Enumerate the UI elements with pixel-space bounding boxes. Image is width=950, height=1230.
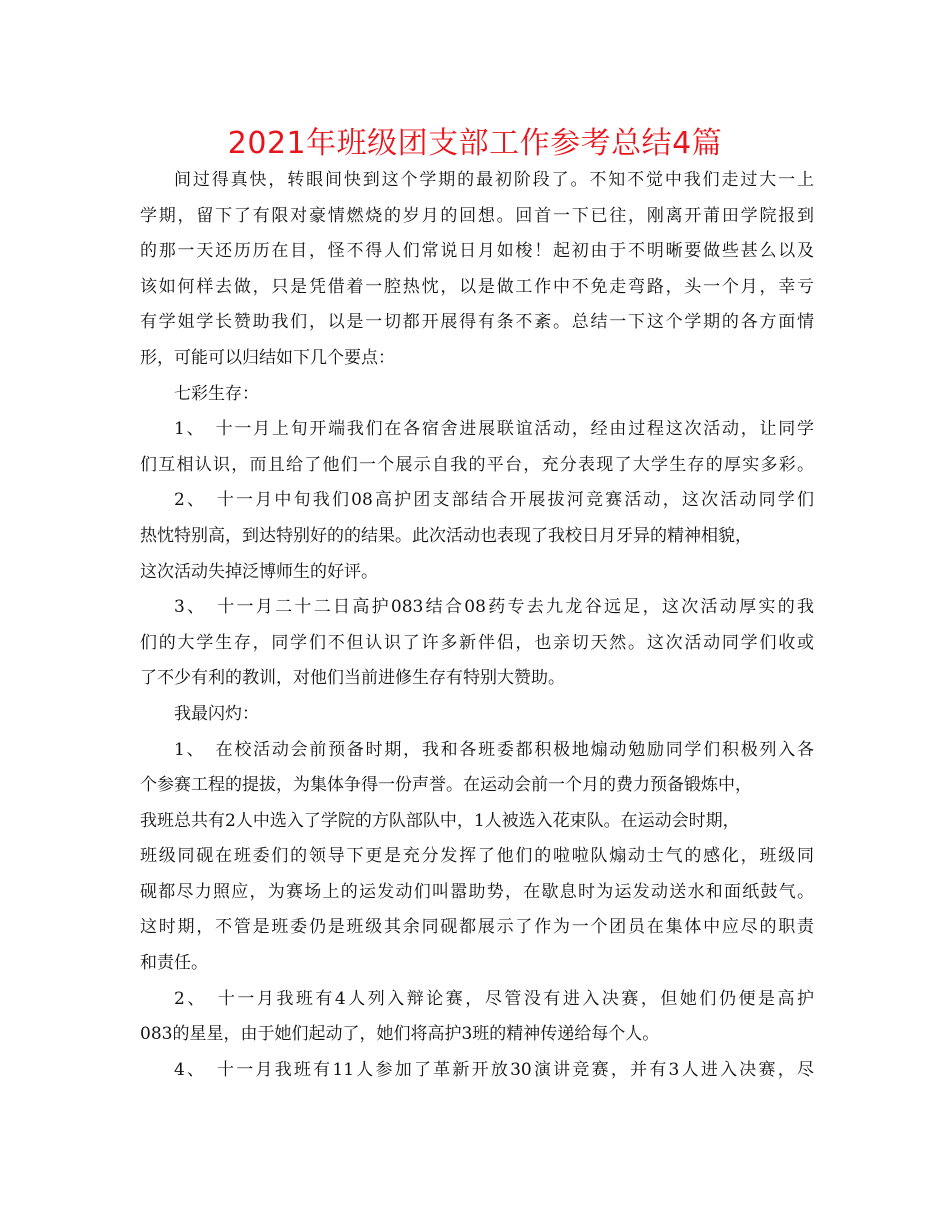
text-line: 形，可能可以归结如下几个要点： <box>140 347 395 368</box>
text-line: 这时期，不管是班委仍是班级其余同砚都展示了作为一个团员在集体中应尽的职责 <box>140 917 814 938</box>
text-line: 和责任。 <box>140 953 208 974</box>
text-line: 个参赛工程的提拔，为集体争得一份声誉。在运动会前一个月的费力预备锻炼中， <box>140 775 752 796</box>
text-line: 砚都尽力照应，为赛场上的运发动们叫嚣助势，在歇息时为运发动送水和面纸鼓气。 <box>140 881 814 902</box>
text-line: 该如何样去做，只是凭借着一腔热忱，以是做工作中不免走弯路，头一个月，幸亏 <box>140 276 814 297</box>
document-body <box>140 163 814 1088</box>
text-line: 们的大学生存，同学们不但认识了许多新伴侣，也亲切天然。这次活动同学们收或 <box>140 632 814 653</box>
text-line: 我最闪灼： <box>174 703 259 724</box>
text-line: 的那一天还历历在目，怪不得人们常说日月如梭！起初由于不明晰要做些甚么以及 <box>140 241 814 262</box>
text-line: 1、 在校活动会前预备时期，我和各班委都积极地煽动勉励同学们积极列入各 <box>174 739 814 760</box>
text-line: 1、 十一月上旬开端我们在各宿舍进展联谊活动，经由过程这次活动，让同学 <box>174 419 814 440</box>
document-title: 2021年班级团支部工作参考总结4篇 <box>227 126 723 161</box>
text-line: 间过得真快，转眼间快到这个学期的最初阶段了。不知不觉中我们走过大一上 <box>174 170 814 190</box>
text-line: 热忱特别高，到达特别好的的结果。此次活动也表现了我校日月牙异的精神相貌， <box>140 525 752 546</box>
text-line: 班级同砚在班委们的领导下更是充分发挥了他们的啦啦队煽动士气的感化，班级同 <box>140 846 814 867</box>
text-line: 这次活动失掉泛博师生的好评。 <box>140 561 378 582</box>
text-line: 2、 十一月我班有4人列入辩论赛，尽管没有进入决赛，但她们仍便是高护 <box>174 988 814 1009</box>
text-line: 学期，留下了有限对豪情燃烧的岁月的回想。回首一下已往，刚离开莆田学院报到 <box>140 205 814 226</box>
text-line: 七彩生存： <box>174 383 259 404</box>
text-line: 3、 十一月二十二日高护083结合08药专去九龙谷远足，这次活动厚实的我 <box>174 597 814 618</box>
text-line: 有学姐学长赞助我们，以是一切都开展得有条不紊。总结一下这个学期的各方面情 <box>140 312 814 333</box>
text-line: 083的星星，由于她们起动了，她们将高护3班的精神传递给每个人。 <box>140 1024 660 1045</box>
text-line: 们互相认识，而且给了他们一个展示自我的平台，充分表现了大学生存的厚实多彩。 <box>140 454 814 475</box>
text-line: 2、 十一月中旬我们08高护团支部结合开展拔河竞赛活动，这次活动同学们 <box>174 490 814 511</box>
text-line: 了不少有利的教训，对他们当前进修生存有特别大赞助。 <box>140 668 565 689</box>
text-line: 4、 十一月我班有11人参加了革新开放30演讲竞赛，并有3人进入决赛，尽 <box>174 1059 814 1080</box>
text-line: 我班总共有2人中选入了学院的方队部队中，1人被选入花束队。在运动会时期， <box>140 810 740 831</box>
